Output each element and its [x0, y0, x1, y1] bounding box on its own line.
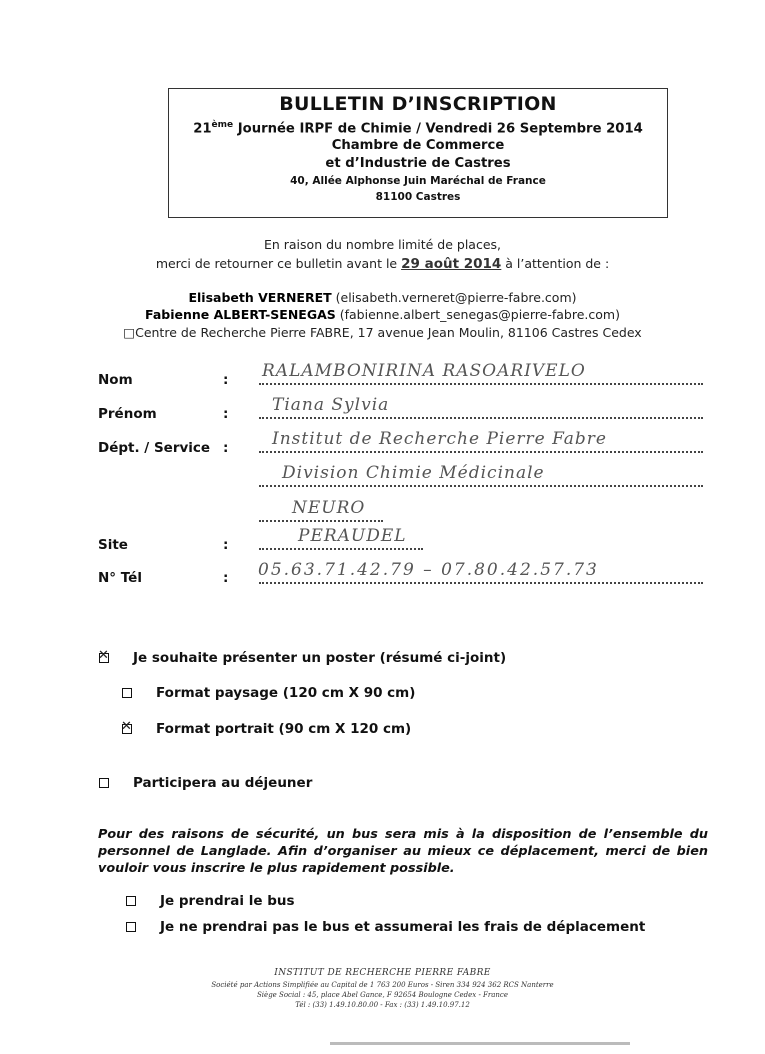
- nom-dotted-line: [259, 383, 703, 385]
- bus-take-checkbox[interactable]: [126, 896, 136, 906]
- header-box: [168, 88, 668, 218]
- footer-address: Siège Social : 45, place Abel Gance, F 92654 Boulogne Cedex - France: [257, 991, 508, 999]
- portrait-label: Format portrait (90 cm X 120 cm): [156, 721, 412, 737]
- bus-note: Pour des raisons de sécurité, un bus sera mis à la disposition de l’ensemble du personnel de Langlade. Afin d’organiser au mieux ce déplacement, merci de bien vouloir vous inscrire le plus rapidement possible.: [98, 827, 708, 876]
- portrait-checkbox[interactable]: [122, 724, 132, 734]
- tel-label: N° Tél: [98, 570, 142, 586]
- venue-line-1: Chambre de Commerce: [331, 138, 505, 153]
- dept-dotted-line-2: [259, 485, 703, 487]
- contact-1: [0, 290, 765, 305]
- venue-address-line-1: 40, Allée Alphonse Juin Maréchal de France: [290, 175, 546, 187]
- site-dotted-line: [259, 548, 423, 550]
- deadline-date: 29 août 2014: [401, 256, 502, 272]
- dept-value-2[interactable]: Division Chimie Médicinale: [282, 463, 545, 483]
- venue-line-2: et d’Industrie de Castres: [325, 156, 511, 171]
- tel-dotted-line: [259, 582, 703, 584]
- dept-dotted-line-3: [259, 520, 383, 522]
- dejeuner-label: Participera au déjeuner: [133, 775, 313, 791]
- tel-colon: :: [223, 570, 229, 586]
- dept-dotted-line-1: [259, 451, 703, 453]
- footer-phone: Tél : (33) 1.49.10.80.00 - Fax : (33) 1.49.10.97.12: [295, 1001, 470, 1009]
- bus-not-take-label: Je ne prendrai pas le bus et assumerai les frais de déplacement: [160, 919, 646, 935]
- prenom-value[interactable]: Tiana Sylvia: [272, 395, 390, 415]
- nom-value[interactable]: RALAMBONIRINA RASOARIVELO: [262, 361, 586, 381]
- event-title: Journée IRPF de Chimie / Vendredi 26 Septembre 2014: [233, 121, 643, 137]
- contact-1-name: Elisabeth VERNERET: [188, 290, 332, 305]
- poster-label: Je souhaite présenter un poster (résumé ci-joint): [133, 650, 507, 666]
- document-title: BULLETIN D’INSCRIPTION: [279, 93, 557, 115]
- prenom-colon: :: [223, 406, 229, 422]
- nom-label: Nom: [98, 372, 133, 388]
- site-colon: :: [223, 537, 229, 553]
- intro-line-2: [0, 256, 765, 272]
- prenom-label: Prénom: [98, 406, 157, 422]
- contact-2: [0, 307, 765, 322]
- contact-2-email: (fabienne.albert_senegas@pierre-fabre.com): [339, 307, 620, 322]
- event-ordinal: 21: [193, 121, 212, 137]
- site-value[interactable]: PERAUDEL: [298, 526, 407, 546]
- footer-legal: Société par Actions Simplifiée au Capital de 1 763 200 Euros - Siren 334 924 362 RCS Nanterre: [211, 981, 554, 989]
- dept-label: Dépt. / Service: [98, 440, 211, 456]
- paysage-checkbox[interactable]: [122, 688, 132, 698]
- dept-colon: :: [223, 440, 229, 456]
- scan-artifact: [330, 1042, 630, 1045]
- nom-colon: :: [223, 372, 229, 388]
- center-address: □Centre de Recherche Pierre FABRE, 17 avenue Jean Moulin, 81106 Castres Cedex: [123, 325, 642, 340]
- dejeuner-checkbox[interactable]: [99, 778, 109, 788]
- paysage-label: Format paysage (120 cm X 90 cm): [156, 685, 416, 701]
- intro-text-after: à l’attention de :: [501, 256, 610, 271]
- site-label: Site: [98, 537, 128, 553]
- event-ordinal-suffix: ème: [211, 120, 234, 130]
- venue-address-line-2: 81100 Castres: [375, 191, 461, 203]
- footer-company: INSTITUT DE RECHERCHE PIERRE FABRE: [274, 968, 491, 978]
- intro-line-1: En raison du nombre limité de places,: [263, 237, 502, 252]
- bus-not-take-checkbox[interactable]: [126, 922, 136, 932]
- intro-text-before: merci de retourner ce bulletin avant le: [155, 256, 402, 271]
- dept-value-3[interactable]: NEURO: [292, 498, 366, 518]
- dept-value-1[interactable]: Institut de Recherche Pierre Fabre: [272, 429, 607, 449]
- event-line: [169, 120, 667, 136]
- contact-2-name: Fabienne ALBERT-SENEGAS: [145, 307, 336, 322]
- prenom-dotted-line: [259, 417, 703, 419]
- bus-take-label: Je prendrai le bus: [160, 893, 295, 909]
- poster-checkbox[interactable]: [99, 653, 109, 663]
- contact-1-email: (elisabeth.verneret@pierre-fabre.com): [335, 290, 577, 305]
- tel-value[interactable]: 05.63.71.42.79 – 07.80.42.57.73: [258, 560, 599, 580]
